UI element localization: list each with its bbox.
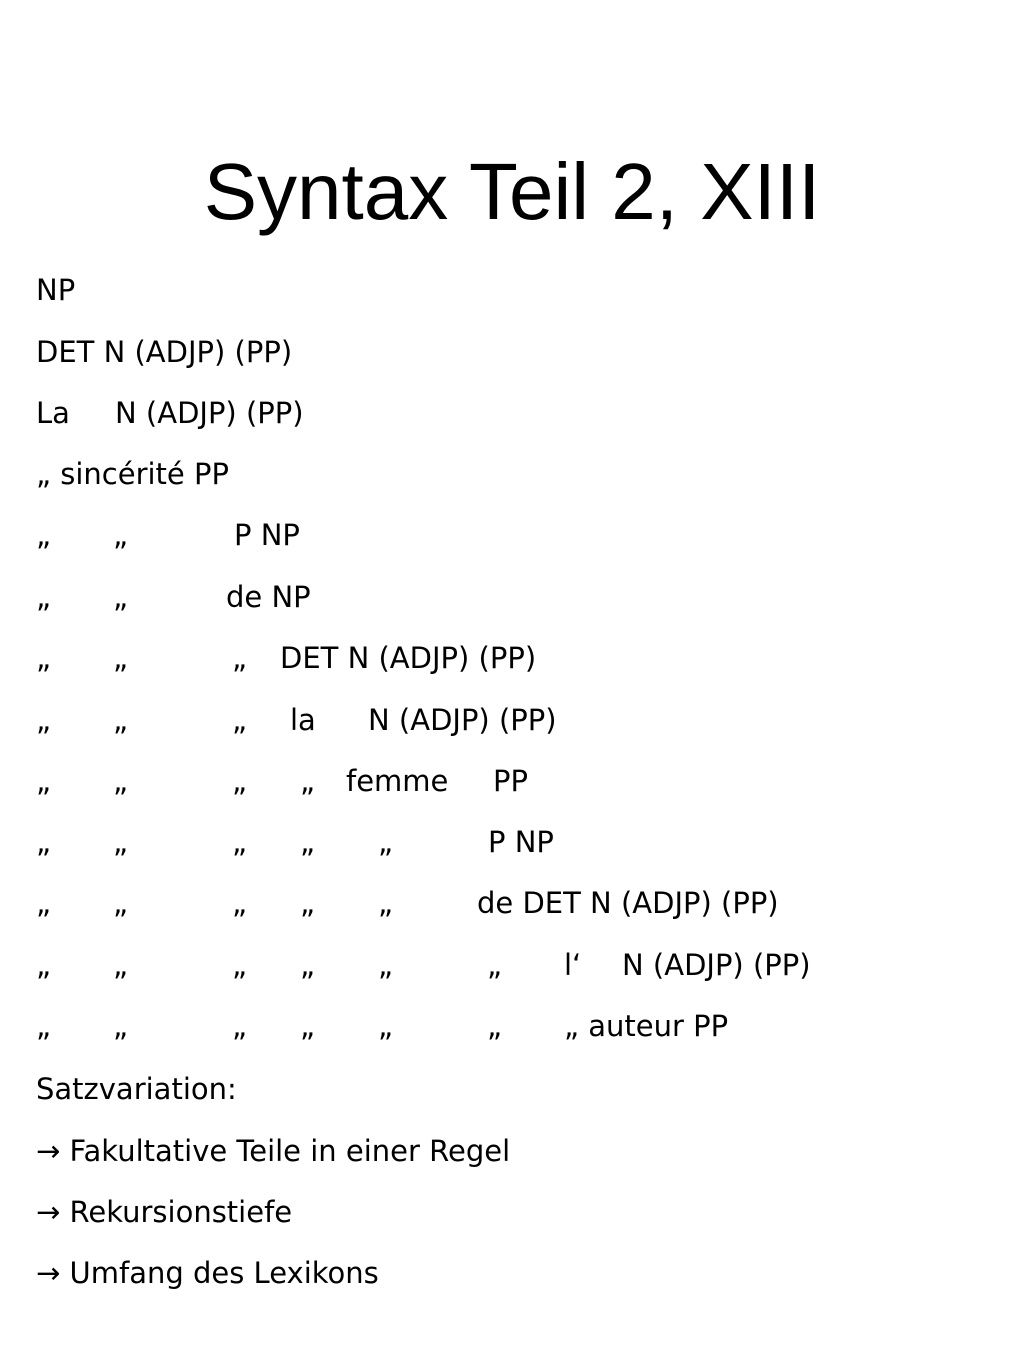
tree-row	[0, 515, 1024, 555]
bullet-text: → Umfang des Lexikons	[36, 1256, 379, 1290]
tree-cell: DET N (ADJP) (PP)	[280, 641, 537, 675]
tree-cell: P NP	[488, 825, 554, 859]
tree-cell: „	[36, 825, 52, 859]
tree-cell: „	[36, 764, 52, 798]
tree-cell: „ sincérité PP	[36, 457, 229, 491]
tree-row	[0, 700, 1024, 740]
tree-cell: „	[487, 1009, 503, 1043]
tree-row	[0, 822, 1024, 862]
tree-cell: „ auteur PP	[564, 1009, 729, 1043]
tree-cell: „	[113, 1009, 129, 1043]
tree-cell: N (ADJP) (PP)	[115, 396, 304, 430]
tree-cell: „	[113, 580, 129, 614]
bullet-item	[0, 1253, 1024, 1293]
tree-cell: „	[378, 825, 394, 859]
tree-cell: „	[36, 886, 52, 920]
tree-row	[0, 393, 1024, 433]
bullet-item	[0, 1192, 1024, 1232]
tree-cell: „	[36, 948, 52, 982]
tree-cell: la	[290, 703, 316, 737]
tree-cell: „	[378, 948, 394, 982]
tree-cell: DET N (ADJP) (PP)	[36, 335, 293, 369]
tree-cell: „	[36, 1009, 52, 1043]
tree-cell: „	[113, 886, 129, 920]
tree-cell: „	[300, 948, 316, 982]
tree-cell: „	[232, 641, 248, 675]
tree-cell: „	[36, 641, 52, 675]
tree-cell: „	[36, 518, 52, 552]
tree-cell: „	[300, 764, 316, 798]
tree-cell: „	[378, 1009, 394, 1043]
tree-cell: femme	[346, 764, 449, 798]
tree-cell: „	[113, 764, 129, 798]
tree-cell: N (ADJP) (PP)	[622, 948, 811, 982]
tree-cell: „	[300, 886, 316, 920]
tree-cell: P NP	[234, 518, 300, 552]
tree-cell: „	[300, 1009, 316, 1043]
tree-row	[0, 577, 1024, 617]
section-label: Satzvariation:	[36, 1072, 237, 1106]
tree-cell: de NP	[226, 580, 311, 614]
tree-cell: „	[300, 825, 316, 859]
bullet-item	[0, 1131, 1024, 1171]
tree-cell: La	[36, 396, 70, 430]
tree-row	[0, 454, 1024, 494]
tree-cell: de DET N (ADJP) (PP)	[477, 886, 779, 920]
bullet-text: → Fakultative Teile in einer Regel	[36, 1134, 511, 1168]
tree-cell: „	[232, 1009, 248, 1043]
tree-cell: „	[232, 703, 248, 737]
bullet-text: → Rekursionstiefe	[36, 1195, 293, 1229]
tree-cell: „	[487, 948, 503, 982]
tree-cell: l‘	[564, 948, 582, 982]
tree-cell: „	[113, 641, 129, 675]
tree-row	[0, 638, 1024, 678]
tree-cell: „	[113, 825, 129, 859]
tree-cell: „	[113, 518, 129, 552]
tree-cell: „	[378, 886, 394, 920]
tree-row	[0, 1006, 1024, 1046]
tree-row	[0, 761, 1024, 801]
tree-cell: „	[36, 580, 52, 614]
tree-cell: NP	[36, 273, 76, 307]
slide-title: Syntax Teil 2, XIII	[203, 147, 821, 236]
tree-row	[0, 332, 1024, 372]
tree-cell: „	[113, 703, 129, 737]
tree-cell: „	[232, 948, 248, 982]
tree-row	[0, 883, 1024, 923]
tree-cell: N (ADJP) (PP)	[368, 703, 557, 737]
tree-row	[0, 945, 1024, 985]
tree-cell: „	[113, 948, 129, 982]
tree-cell: „	[36, 703, 52, 737]
tree-row	[0, 270, 1024, 310]
tree-cell: „	[232, 764, 248, 798]
tree-cell: „	[232, 886, 248, 920]
tree-cell: PP	[493, 764, 528, 798]
tree-cell: „	[232, 825, 248, 859]
section-label-row	[0, 1069, 1024, 1109]
